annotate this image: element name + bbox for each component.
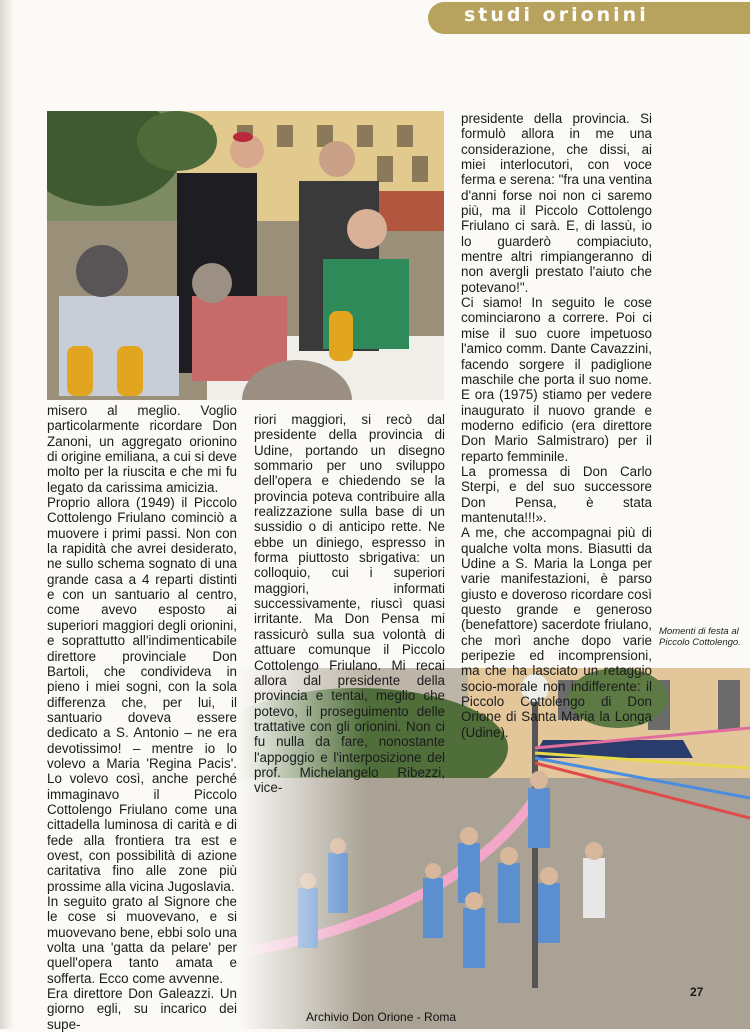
text-column-2 <box>254 412 445 796</box>
paragraph: Proprio allora (1949) il Piccolo Cottolengo Friulano cominciò a muovere i primi passi. Non con la rapidità che avrei desiderato, ne sullo schema sognato di una grande casa a 4 reparti distinti e con un santuario al centro, come avevo esposto ai superiori maggiori degli orionini, e soprattutto all'indimenticabile direttore provinciale Don Bartoli, che condivideva in pieno i miei sogni, con la sola differenza che, per lui, il santuario doveva essere dedicato a S. Antonio – ne era devotissimo! – mentre io lo volevo a Maria 'Regina Pacis'. Lo volevo così, anche perché immaginavo il Piccolo Cottolengo Friulano come una cittadella luminosa di carità e di fede alla frontiera tra est e ovest, con possibilità di azione caritativa fino alle zone più prossime alla vicina Jugoslavia. <box>47 495 237 894</box>
page-number: 27 <box>690 985 704 999</box>
paragraph: In seguito grato al Signore che le cose si muovevano, e si muovevano bene, ebbi solo una volta una 'gatta da pelare' per quell'opera tanto amata e sofferta. Ecco come avvenne. <box>47 894 237 986</box>
paragraph: riori maggiori, si recò dal presidente della provincia di Udine, portando un disegno sommario per uno sviluppo dell'opera e chiedendo se la provincia poteva contribuire alla realizzazione sulla base di un sussidio o di anticipo rette. Ne ebbe un diniego, espresso in forma piuttosto sbrigativa: un colloquio, cui i superiori maggiori, informati successivamente, riuscì quasi irritante. Ma Don Pensa mi rassicurò sulla sua volontà di attuare comunque il Piccolo Cottolengo Friulano. Mi recai allora dal presidente della provincia e tentai, meglio che potevo, il proseguimento delle trattative con gli orionini. Non ci fu nulla da fare, nonostante l'appoggio e l'interposizione del prof. Michelangelo Ribezzi, vice- <box>254 412 445 796</box>
page-spine-shadow <box>0 0 14 1029</box>
footer-credit: Archivio Don Orione - Roma <box>306 1010 457 1024</box>
paragraph: La promessa di Don Carlo Sterpi, e del suo successore Don Pensa, è stata mantenuta!!!». <box>461 463 652 525</box>
paragraph: Ci siamo! In seguito le cose cominciarono a correre. Poi ci mise il suo cuore impetuoso l'amico comm. Dante Cavazzini, facendo sorgere il padiglione maschile che porta il suo nome. E ora (1975) stiamo per vedere inaugurato il nuovo grande e moderno edificio (era direttore Don Mario Salmistraro) per il reparto femminile. <box>461 295 652 464</box>
section-title: studi orionini <box>464 4 649 26</box>
text-column-3 <box>461 111 652 740</box>
photo-group-at-table <box>47 111 444 400</box>
paragraph: misero al meglio. Voglio particolarmente ricordare Don Zanoni, un aggregato orionino di origine emiliana, a cui si deve molto per la riuscita e che mi fu legato da carissima amicizia. <box>47 403 237 495</box>
text-column-1 <box>47 403 237 1032</box>
paragraph: A me, che accompagnai più di qualche volta mons. Biasutti da Udine a S. Maria la Longa per varie manifestazioni, è parso giusto e doveroso ricordare così questo grande e generoso (benefattore) sacerdote friulano, che morì anche dopo varie peripezie ed incomprensioni, ma che ha lasciato un retaggio socio-morale non indifferente: il Piccolo Cottolengo di Don Orione di Santa Maria la Longa (Udine). <box>461 525 652 740</box>
photo-caption: Momenti di festa al Piccolo Cottolengo. <box>659 626 741 648</box>
paragraph: presidente della provincia. Si formulò allora in me una considerazione, che dissi, ai miei interlocutori, con voce ferma e serena: "fra una ventina d'anni forse noi non ci saremo più, ma il Piccolo Cottolengo Friulano ci sarà. E, di lassù, io lo guarderò compiaciuto, mentre altri rimpiangeranno di non avergli prestato l'aiuto che potevano!". <box>461 111 652 295</box>
paragraph: Era direttore Don Galeazzi. Un giorno egli, su incarico dei supe- <box>47 986 237 1032</box>
